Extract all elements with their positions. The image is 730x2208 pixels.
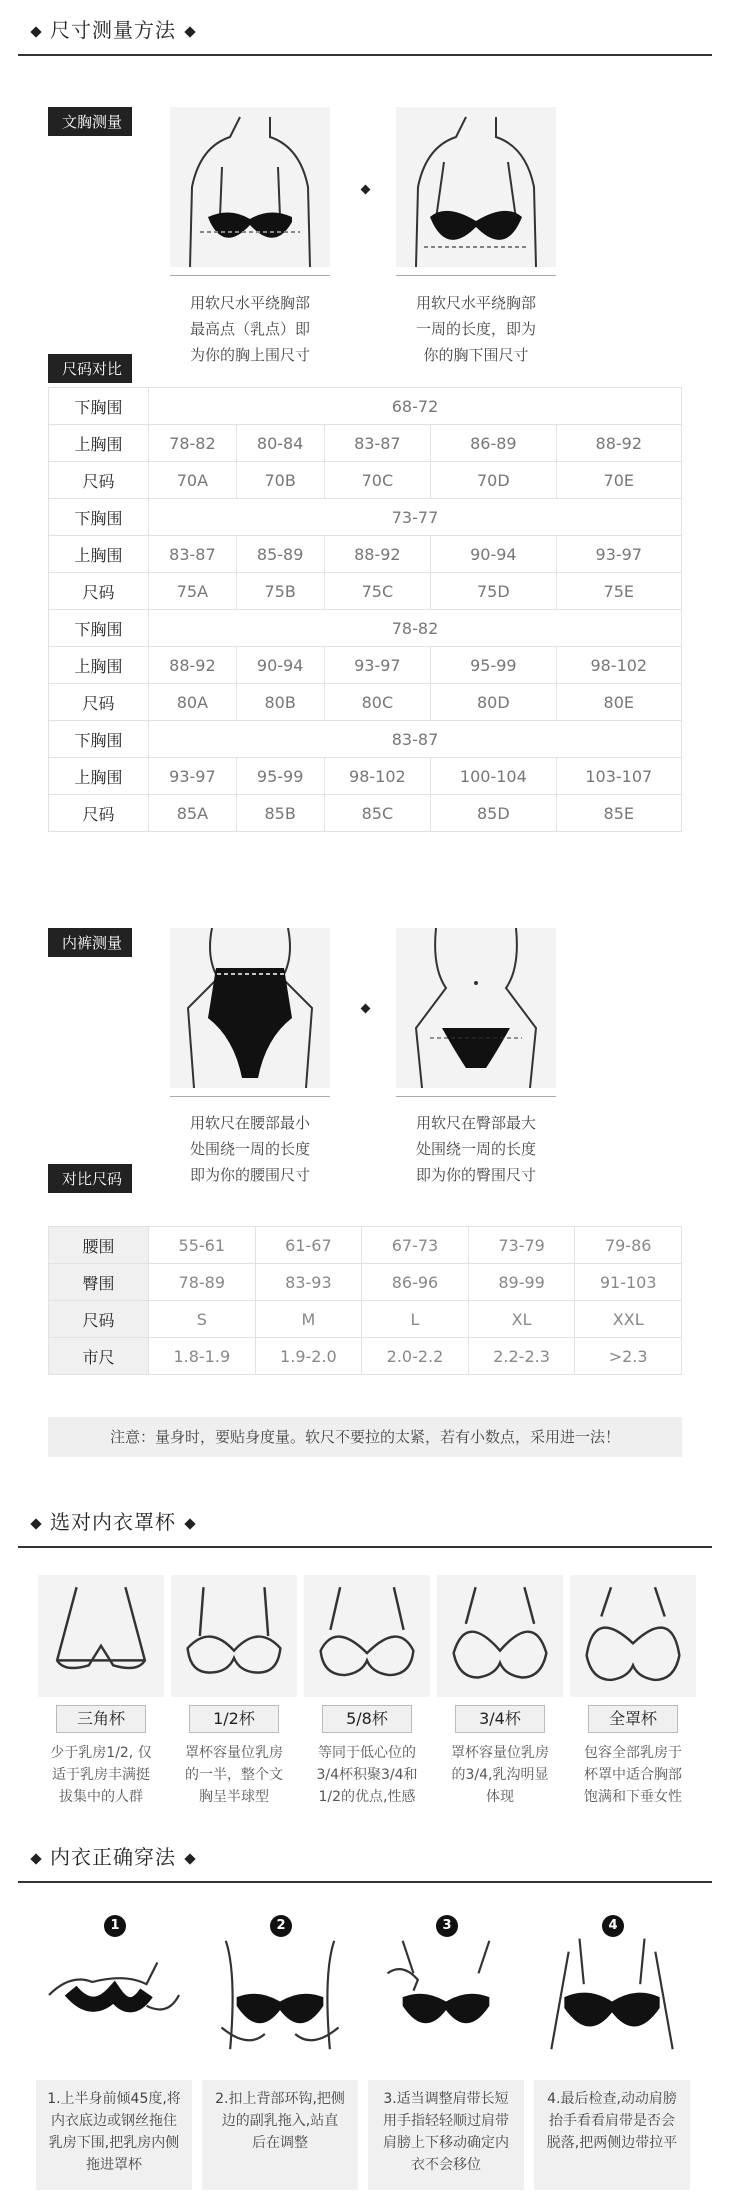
pant-size-table [48, 1226, 682, 1375]
size-value: 80B [236, 684, 324, 721]
pant-value: XXL [575, 1301, 682, 1338]
size-value: 75B [236, 573, 324, 610]
under-bust-value: 73-77 [149, 499, 682, 536]
over-bust-value: 83-87 [324, 425, 431, 462]
bust-over-caption: 用软尺水平绕胸部 最高点（乳点）即 为你的胸上围尺寸 [189, 294, 310, 364]
size-value: 85D [431, 795, 556, 832]
size-value: 80D [431, 684, 556, 721]
row-label: 下胸围 [49, 721, 149, 758]
cup-illustration [171, 1575, 297, 1697]
row-label: 尺码 [49, 795, 149, 832]
over-bust-value: 90-94 [236, 647, 324, 684]
cup-name: 3/4杯 [455, 1705, 545, 1733]
row-label: 下胸围 [49, 610, 149, 647]
diamond-icon [361, 1004, 371, 1014]
bust-under-figure [396, 107, 556, 267]
over-bust-value: 78-82 [149, 425, 237, 462]
over-bust-value: 86-89 [431, 425, 556, 462]
over-bust-value: 88-92 [149, 647, 237, 684]
row-label: 腰围 [49, 1227, 149, 1264]
wear-step-description: 2.扣上背部环钩,把侧 边的副乳拖入,站直 后在调整 [202, 2080, 358, 2190]
cup-illustration [570, 1575, 696, 1697]
pant-value: 1.9-2.0 [255, 1338, 362, 1375]
wear-step-description: 4.最后检查,动动肩膀 抬手看看肩带是否会 脱落,把两侧边带拉平 [534, 2080, 690, 2190]
over-bust-value: 95-99 [236, 758, 324, 795]
cup-name: 1/2杯 [189, 1705, 279, 1733]
row-label: 下胸围 [49, 388, 149, 425]
pant-value: 86-96 [362, 1264, 469, 1301]
hip-figure [396, 928, 556, 1088]
section-measure-header [0, 0, 730, 56]
pant-value: S [149, 1301, 256, 1338]
diamond-icon [30, 26, 41, 37]
bust-measure-tag: 文胸测量 [48, 107, 132, 136]
size-value: 80C [324, 684, 431, 721]
size-value: 85A [149, 795, 237, 832]
under-bust-row [49, 721, 682, 758]
diamond-icon [184, 26, 195, 37]
diamond-icon [30, 1518, 41, 1529]
bra-size-table-body [49, 388, 682, 832]
pant-row [49, 1264, 682, 1301]
size-value: 75A [149, 573, 237, 610]
divider [18, 54, 712, 56]
section-wear-header [0, 1827, 730, 1883]
size-value: 80E [556, 684, 681, 721]
pant-value: L [362, 1301, 469, 1338]
row-label: 上胸围 [49, 425, 149, 462]
over-bust-row [49, 647, 682, 684]
over-bust-value: 90-94 [431, 536, 556, 573]
divider [170, 275, 330, 276]
pant-value: XL [468, 1301, 575, 1338]
over-bust-value: 88-92 [324, 536, 431, 573]
step-number-badge: 3 [436, 1915, 458, 1937]
row-label: 上胸围 [49, 647, 149, 684]
size-value: 85B [236, 795, 324, 832]
over-bust-value: 93-97 [556, 536, 681, 573]
over-bust-value: 103-107 [556, 758, 681, 795]
section-cup-header [0, 1492, 730, 1548]
row-label: 尺码 [49, 684, 149, 721]
size-value: 75E [556, 573, 681, 610]
under-bust-row [49, 499, 682, 536]
row-label: 臀围 [49, 1264, 149, 1301]
section-title: 选对内衣罩杯 [50, 1510, 176, 1534]
divider [18, 1881, 712, 1883]
divider [170, 1096, 330, 1097]
wear-step-description: 3.适当调整肩带长短 用手指轻轻顺过肩带 肩膀上下移动确定内 衣不会移位 [368, 2080, 524, 2190]
pant-compare-tag: 对比尺码 [48, 1164, 132, 1193]
divider [396, 275, 556, 276]
size-value: 70E [556, 462, 681, 499]
under-bust-row [49, 388, 682, 425]
diamond-icon [184, 1518, 195, 1529]
over-bust-row [49, 425, 682, 462]
row-label: 市尺 [49, 1338, 149, 1375]
size-compare-tag: 尺码对比 [48, 354, 132, 383]
over-bust-row [49, 758, 682, 795]
under-bust-value: 78-82 [149, 610, 682, 647]
cup-illustration [304, 1575, 430, 1697]
cup-description: 罩杯容量位乳房 的3/4,乳沟明显 体现 [451, 1745, 549, 1805]
bra-size-table [48, 387, 682, 832]
under-bust-row [49, 610, 682, 647]
size-value: 70B [236, 462, 324, 499]
wear-step-illustration [368, 1930, 524, 2060]
over-bust-value: 100-104 [431, 758, 556, 795]
diamond-icon [30, 1853, 41, 1864]
step-number-badge: 1 [104, 1915, 126, 1937]
hip-caption: 用软尺在臀部最大 处围绕一周的长度 即为你的臀围尺寸 [415, 1114, 536, 1184]
pant-value: 83-93 [255, 1264, 362, 1301]
wear-step-illustration [202, 1930, 358, 2060]
cup-illustration [38, 1575, 164, 1697]
under-bust-value: 83-87 [149, 721, 682, 758]
section-title: 尺寸测量方法 [50, 18, 176, 42]
size-row [49, 795, 682, 832]
cup-name: 三角杯 [56, 1705, 146, 1733]
measure-note: 注意：量身时，要贴身度量。软尺不要拉的太紧，若有小数点，采用进一法！ [48, 1417, 682, 1457]
pant-value: 55-61 [149, 1227, 256, 1264]
pant-value: 67-73 [362, 1227, 469, 1264]
over-bust-row [49, 536, 682, 573]
pant-value: 2.2-2.3 [468, 1338, 575, 1375]
cup-description: 少于乳房1/2, 仅 适于乳房丰满挺 拔集中的人群 [50, 1745, 152, 1805]
under-bust-value: 68-72 [149, 388, 682, 425]
pant-value: 78-89 [149, 1264, 256, 1301]
over-bust-value: 83-87 [149, 536, 237, 573]
size-value: 85C [324, 795, 431, 832]
pant-value: 61-67 [255, 1227, 362, 1264]
diamond-icon [184, 1853, 195, 1864]
pant-value: 79-86 [575, 1227, 682, 1264]
size-row [49, 684, 682, 721]
section-title: 内衣正确穿法 [50, 1845, 176, 1869]
pant-value: M [255, 1301, 362, 1338]
divider [396, 1096, 556, 1097]
bust-over-figure [170, 107, 330, 267]
step-number-badge: 4 [602, 1915, 624, 1937]
over-bust-value: 93-97 [324, 647, 431, 684]
cup-description: 等同于低心位的 3/4杯积聚3/4和 1/2的优点,性感 [316, 1745, 418, 1805]
over-bust-value: 85-89 [236, 536, 324, 573]
over-bust-value: 98-102 [556, 647, 681, 684]
wear-step-illustration [534, 1930, 690, 2060]
wear-step-description: 1.上半身前倾45度,将 内衣底边或钢丝拖住 乳房下围,把乳房内侧 拖进罩杯 [36, 2080, 192, 2190]
pant-value: >2.3 [575, 1338, 682, 1375]
wear-step-illustration [36, 1930, 192, 2060]
step-number-badge: 2 [270, 1915, 292, 1937]
size-value: 75C [324, 573, 431, 610]
cup-name: 5/8杯 [322, 1705, 412, 1733]
size-value: 80A [149, 684, 237, 721]
divider [18, 1546, 712, 1548]
pant-row [49, 1338, 682, 1375]
size-value: 75D [431, 573, 556, 610]
pant-value: 1.8-1.9 [149, 1338, 256, 1375]
size-value: 70C [324, 462, 431, 499]
row-label: 上胸围 [49, 758, 149, 795]
cup-description: 罩杯容量位乳房 的一半，整个文 胸呈半球型 [185, 1745, 283, 1805]
pant-row [49, 1301, 682, 1338]
over-bust-value: 80-84 [236, 425, 324, 462]
waist-figure [170, 928, 330, 1088]
over-bust-value: 98-102 [324, 758, 431, 795]
waist-caption: 用软尺在腰部最小 处围绕一周的长度 即为你的腰围尺寸 [189, 1114, 310, 1184]
over-bust-value: 88-92 [556, 425, 681, 462]
pant-value: 2.0-2.2 [362, 1338, 469, 1375]
size-row [49, 573, 682, 610]
bust-under-caption: 用软尺水平绕胸部 一周的长度，即为 你的胸下围尺寸 [415, 294, 536, 364]
pant-row [49, 1227, 682, 1264]
cup-illustration [437, 1575, 563, 1697]
diamond-icon [361, 185, 371, 195]
size-row [49, 462, 682, 499]
pant-size-table-body [49, 1227, 682, 1375]
size-value: 70D [431, 462, 556, 499]
pant-value: 89-99 [468, 1264, 575, 1301]
row-label: 下胸围 [49, 499, 149, 536]
size-value: 70A [149, 462, 237, 499]
row-label: 尺码 [49, 462, 149, 499]
over-bust-value: 93-97 [149, 758, 237, 795]
row-label: 尺码 [49, 1301, 149, 1338]
pants-measure-tag: 内裤测量 [48, 928, 132, 957]
row-label: 上胸围 [49, 536, 149, 573]
pant-value: 73-79 [468, 1227, 575, 1264]
pant-value: 91-103 [575, 1264, 682, 1301]
cup-description: 包容全部乳房于 杯罩中适合胸部 饱满和下垂女性 [584, 1745, 682, 1805]
cup-name: 全罩杯 [588, 1705, 678, 1733]
over-bust-value: 95-99 [431, 647, 556, 684]
row-label: 尺码 [49, 573, 149, 610]
size-value: 85E [556, 795, 681, 832]
